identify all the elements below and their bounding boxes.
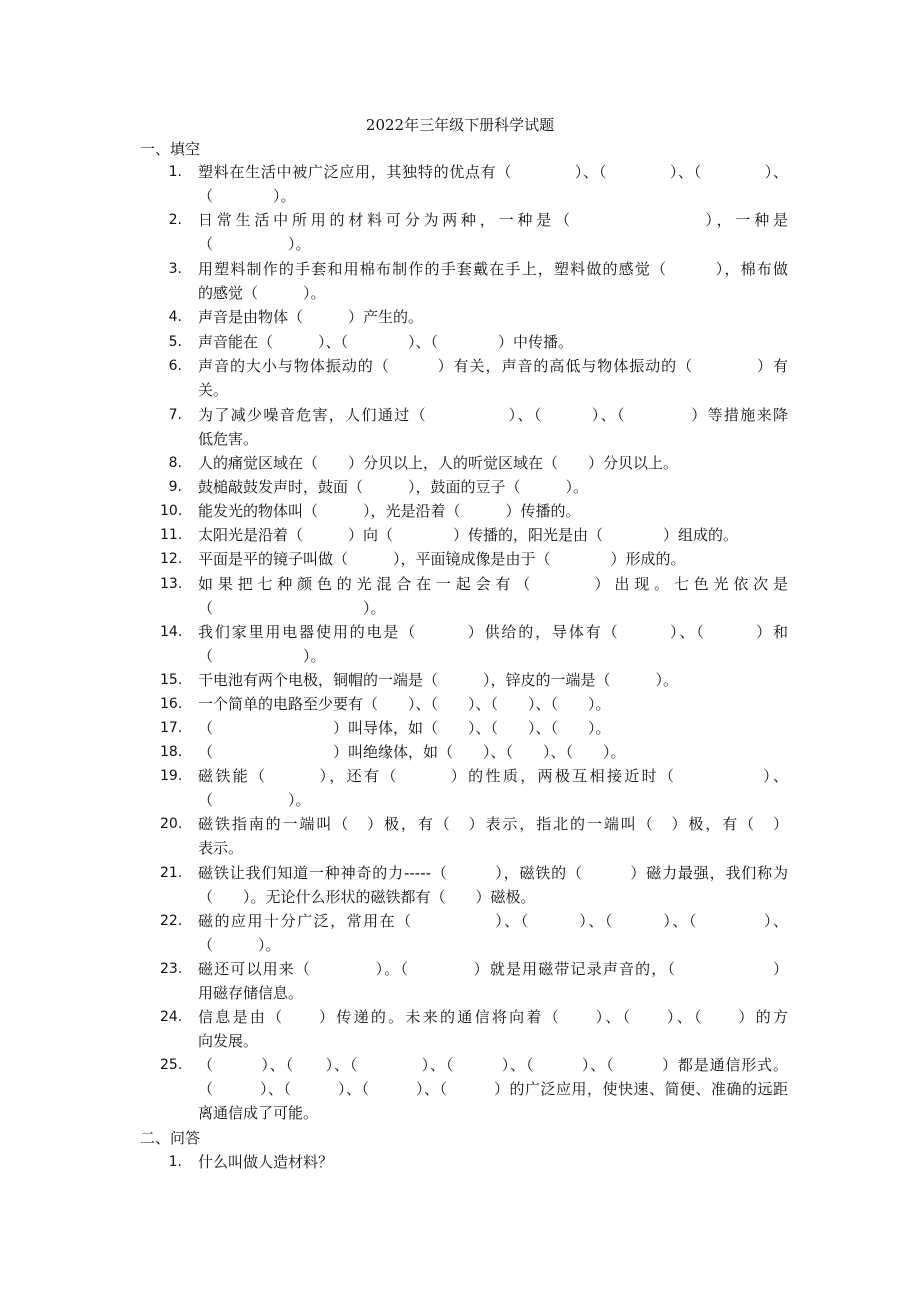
question-text-line: （ ）叫导体，如（ ）、（ ）、（ ）。 [198, 719, 611, 737]
question-text-line: 用塑料制作的手套和用棉布制作的手套戴在手上，塑料做的感觉（ ），棉布做 [198, 260, 788, 278]
question-number: 16. [160, 696, 183, 712]
question-text-line: （ ）、（ ）、（ ）、（ ）的广泛应用，使快速、简便、准确的远距 [198, 1080, 788, 1098]
question-text-line: （ ）。 [198, 235, 311, 253]
question-text-line: 日常生活中所用的材料可分为两种，一种是（ ），一种是 [198, 211, 788, 229]
question-number: 8. [168, 455, 182, 471]
question-text-line: （ ）。 [198, 187, 296, 205]
section-qa-heading: 二、问答 [140, 1129, 201, 1147]
question-number: 11. [160, 527, 183, 543]
question-number: 24. [160, 1009, 183, 1025]
question-text-line: （ ）、（ ）、（ ）、（ ）、（ ）、（ ）都是通信形式。 [198, 1056, 788, 1074]
question-number: 10. [160, 503, 183, 519]
question-text-line: （ ）。无论什么形状的磁铁都有（ ）磁极。 [198, 888, 536, 906]
question-text-line: （ ）。 [198, 647, 326, 665]
question-text-line: 人的痛觉区域在（ ）分贝以上，人的听觉区域在（ ）分贝以上。 [198, 454, 679, 472]
question-text-line: 磁还可以用来（ ）。（ ）就是用磁带记录声音的，（ ） [198, 960, 788, 978]
document-title: 2022年三年级下册科学试题 [365, 116, 555, 134]
question-text-line: 离通信成了可能。 [198, 1104, 319, 1122]
question-number: 15. [160, 672, 183, 688]
question-number: 20. [160, 816, 183, 832]
question-number: 17. [160, 720, 183, 736]
question-number: 14. [160, 624, 183, 640]
question-text-line: 如果把七种颜色的光混合在一起会有（ ）出现。七色光依次是 [198, 575, 788, 593]
question-number: 7. [168, 407, 182, 423]
question-text-line: 我们家里用电器使用的电是（ ）供给的，导体有（ ）、（ ）和 [198, 623, 788, 641]
question-number: 21. [160, 865, 183, 881]
question-text-line: （ ）叫绝缘体，如（ ）、（ ）、（ ）。 [198, 743, 626, 761]
question-text-line: 一个简单的电路至少要有（ ）、（ ）、（ ）、（ ）。 [198, 695, 611, 713]
question-number: 19. [160, 768, 183, 784]
question-text-line: 能发光的物体叫（ ），光是沿着（ ）传播的。 [198, 502, 581, 520]
question-text-line: 关。 [198, 381, 229, 399]
question-number: 1. [168, 164, 182, 180]
question-number: 3. [168, 261, 182, 277]
question-text-line: 平面是平的镜子叫做（ ），平面镜成像是由于（ ）形成的。 [198, 550, 686, 568]
question-number: 1. [168, 1154, 182, 1170]
question-number: 25. [160, 1057, 183, 1073]
question-text-line: 鼓槌敲鼓发声时，鼓面（ ），鼓面的豆子（ ）。 [198, 478, 589, 496]
question-text-line: （ ）。 [198, 599, 386, 617]
question-number: 6. [168, 358, 182, 374]
question-text: 什么叫做人造材料？ [198, 1153, 334, 1171]
question-text-line: 低危害。 [198, 430, 259, 448]
question-text-line: 为了减少噪音危害，人们通过（ ）、（ ）、（ ）等措施来降 [198, 406, 788, 424]
question-text-line: 太阳光是沿着（ ）向（ ）传播的，阳光是由（ ）组成的。 [198, 526, 739, 544]
question-number: 18. [160, 744, 183, 760]
question-text-line: 的感觉（ ）。 [198, 284, 326, 302]
question-text-line: 向发展。 [198, 1032, 259, 1050]
question-number: 2. [168, 212, 182, 228]
question-number: 23. [160, 961, 183, 977]
question-text-line: 干电池有两个电极，铜帽的一端是（ ），锌皮的一端是（ ）。 [198, 671, 679, 689]
question-text-line: 声音的大小与物体振动的（ ）有关，声音的高低与物体振动的（ ）有 [198, 357, 788, 375]
section-fill-heading: 一、填空 [140, 140, 201, 158]
question-text-line: 磁铁让我们知道一种神奇的力-----（ ），磁铁的（ ）磁力最强，我们称为 [198, 864, 788, 882]
question-text-line: 声音是由物体（ ）产生的。 [198, 308, 424, 326]
question-text-line: 用磁存储信息。 [198, 984, 304, 1002]
question-text-line: 信息是由（ ）传递的。未来的通信将向着（ ）、（ ）、（ ）的方 [198, 1008, 788, 1026]
question-text-line: 磁铁指南的一端叫（ ）极，有（ ）表示，指北的一端叫（ ）极，有（ ） [198, 815, 788, 833]
question-text-line: 声音能在（ ）、（ ）、（ ）中传播。 [198, 333, 574, 351]
question-number: 5. [168, 334, 182, 350]
question-number: 13. [160, 576, 183, 592]
question-text-line: 磁的应用十分广泛，常用在（ ）、（ ）、（ ）、（ ）、 [198, 912, 788, 930]
question-text-line: 表示。 [198, 839, 244, 857]
question-text-line: 塑料在生活中被广泛应用，其独特的优点有（ ）、（ ）、（ ）、 [198, 163, 788, 181]
question-text-line: （ ）。 [198, 936, 281, 954]
question-number: 22. [160, 913, 183, 929]
question-number: 12. [160, 551, 183, 567]
question-number: 4. [168, 309, 182, 325]
question-number: 9. [168, 479, 182, 495]
question-text-line: 磁铁能（ ），还有（ ）的性质，两极互相接近时（ ）、 [198, 767, 788, 785]
question-text-line: （ ）。 [198, 791, 311, 809]
